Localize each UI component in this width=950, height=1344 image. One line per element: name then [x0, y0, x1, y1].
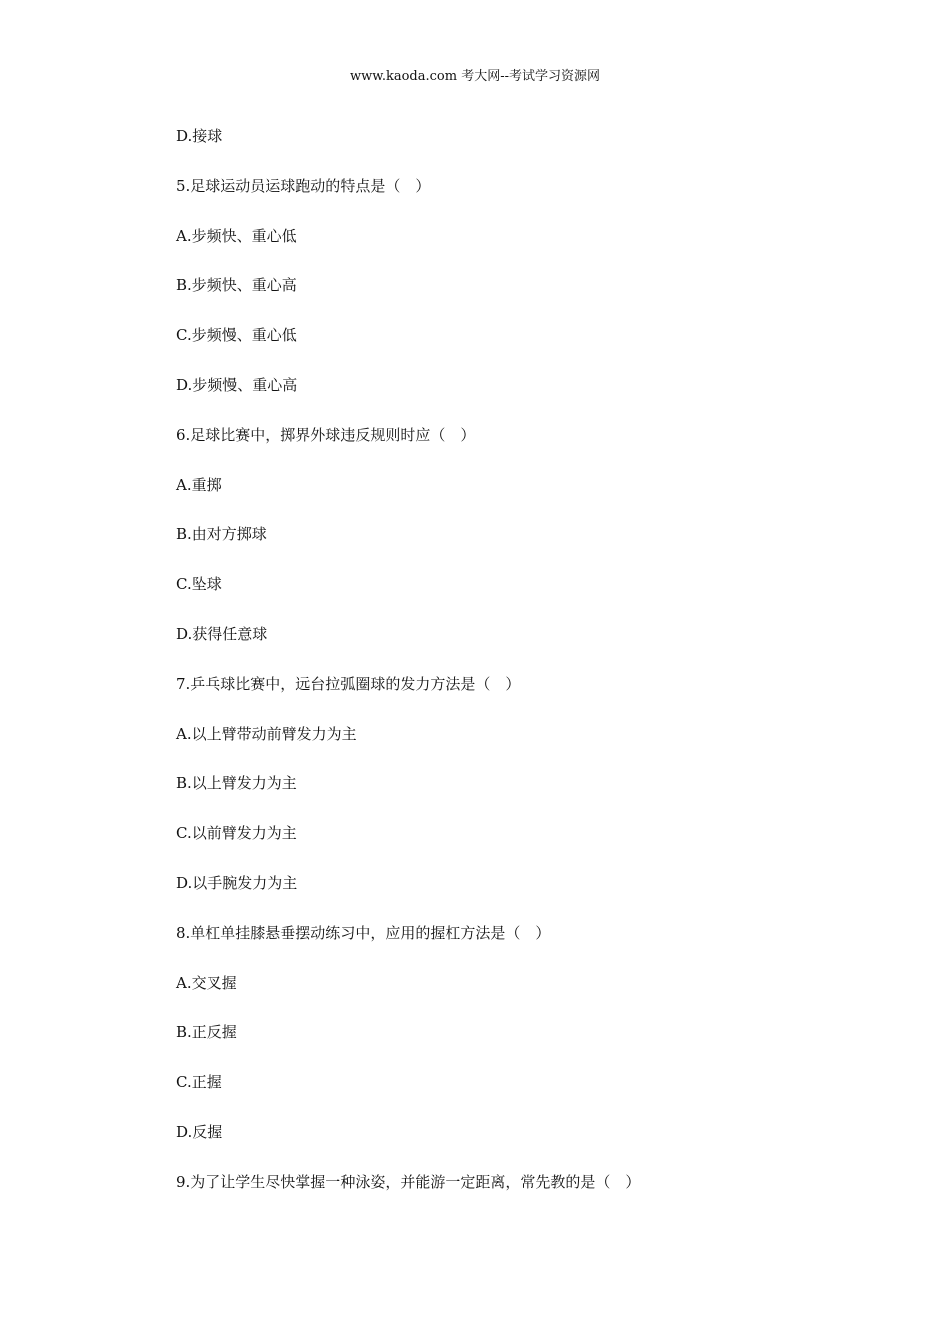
- question-line: 8.单杠单挂膝悬垂摆动练习中，应用的握杠方法是（ ）: [176, 923, 551, 942]
- question-line: 5.足球运动员运球跑动的特点是（ ）: [176, 176, 431, 195]
- option-line: C.坠球: [176, 575, 222, 594]
- option-line: A.以上臂带动前臂发力为主: [176, 724, 357, 743]
- question-line: 7.乒乓球比赛中，远台拉弧圈球的发力方法是（ ）: [176, 674, 521, 693]
- question-line: 6.足球比赛中，掷界外球违反规则时应（ ）: [176, 425, 476, 444]
- option-line: D.获得任意球: [176, 624, 268, 643]
- option-line: D.步频慢、重心高: [176, 375, 298, 394]
- option-line: D.以手腕发力为主: [176, 873, 298, 892]
- option-line: B.正反握: [176, 1023, 237, 1042]
- option-line: D.反握: [176, 1122, 223, 1141]
- option-line: D.接球: [176, 127, 223, 145]
- page-header: www.kaoda.com 考大网--考试学习资源网: [350, 69, 600, 84]
- option-line: A.步频快、重心低: [176, 226, 297, 245]
- option-line: A.交叉握: [176, 973, 237, 992]
- option-line: C.以前臂发力为主: [176, 824, 297, 843]
- option-line: B.由对方掷球: [176, 525, 267, 544]
- document-body: [176, 125, 816, 1221]
- question-line: 9.为了让学生尽快掌握一种泳姿，并能游一定距离，常先教的是（ ）: [176, 1172, 641, 1191]
- option-line: C.步频慢、重心低: [176, 326, 297, 345]
- option-line: A.重掷: [176, 475, 222, 494]
- option-line: B.步频快、重心高: [176, 276, 297, 295]
- option-line: C.正握: [176, 1073, 222, 1092]
- option-line: B.以上臂发力为主: [176, 774, 297, 793]
